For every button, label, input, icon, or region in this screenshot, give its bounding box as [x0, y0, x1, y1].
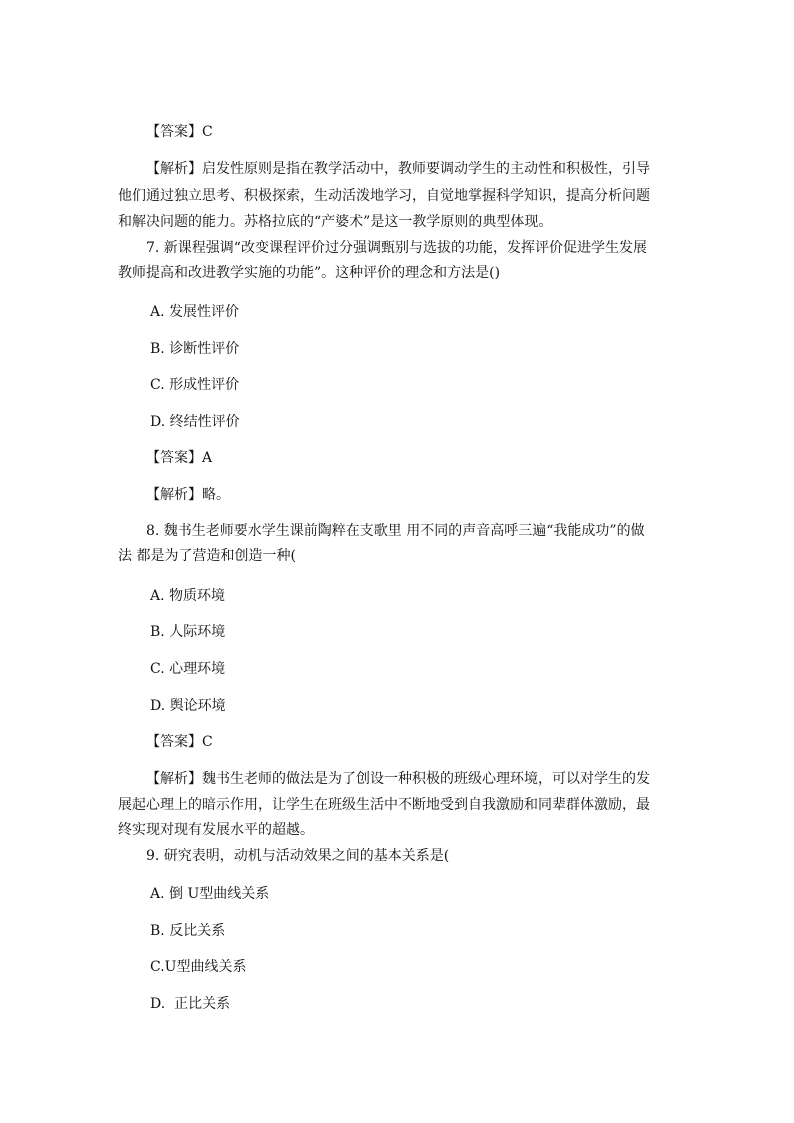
q7-answer: 【答案】A	[146, 450, 213, 466]
q9-stem: 9. 研究表明，动机与活动效果之间的基本关系是(	[146, 848, 450, 864]
q9-option-b: B. 反比关系	[150, 923, 226, 939]
q7-stem-line: 教师提高和改进教学实施的功能”。这种评价的理念和方法是()	[118, 265, 501, 281]
q7-option-a: A. 发展性评价	[150, 304, 240, 320]
q7-option-b: B. 诊断性评价	[150, 341, 240, 357]
q6-analysis-line: 他们通过独立思考、积极探索，生动活泼地学习，自觉地掌握科学知识，提高分析问题	[118, 188, 650, 204]
q8-analysis-line: 终实现对现有发展水平的超越。	[118, 822, 314, 838]
q9-option-d: D. 正比关系	[150, 996, 231, 1012]
q6-analysis-line: 和解决问题的能力。苏格拉底的“产婆术”是这一教学原则的典型体现。	[118, 214, 553, 230]
q8-analysis-line: 展起心理上的暗示作用，让学生在班级生活中不断地受到自我激励和同辈群体激励，最	[118, 797, 650, 813]
q7-option-d: D. 终结性评价	[150, 414, 240, 430]
q6-analysis-line: 【解析】启发性原则是指在教学活动中，教师要调动学生的主动性和积极性，引导	[146, 161, 650, 177]
q8-option-d: D. 舆论环境	[150, 698, 226, 714]
q7-stem-line: 7. 新课程强调“改变课程评价过分强调甄别与选拔的功能，发挥评价促进学生发展	[146, 240, 647, 256]
q8-stem-line: 8. 魏书生老师要水学生课前陶粹在支歌里 用不同的声音高呼三遍“我能成功”的做	[146, 523, 645, 539]
q6-answer: 【答案】C	[146, 124, 213, 140]
q8-option-a: A. 物质环境	[150, 588, 226, 604]
q8-answer: 【答案】C	[146, 734, 213, 750]
q9-option-c: C.U型曲线关系	[150, 959, 247, 975]
q8-analysis-line: 【解析】魏书生老师的做法是为了创设一种积极的班级心理环境，可以对学生的发	[146, 771, 650, 787]
q8-stem-line: 法 都是为了营造和创造一种(	[118, 548, 296, 564]
q8-option-b: B. 人际环境	[150, 624, 226, 640]
q8-option-c: C. 心理环境	[150, 661, 226, 677]
q9-option-a: A. 倒 U型曲线关系	[150, 886, 270, 902]
q7-analysis: 【解析】略。	[146, 487, 230, 503]
q7-option-c: C. 形成性评价	[150, 377, 240, 393]
